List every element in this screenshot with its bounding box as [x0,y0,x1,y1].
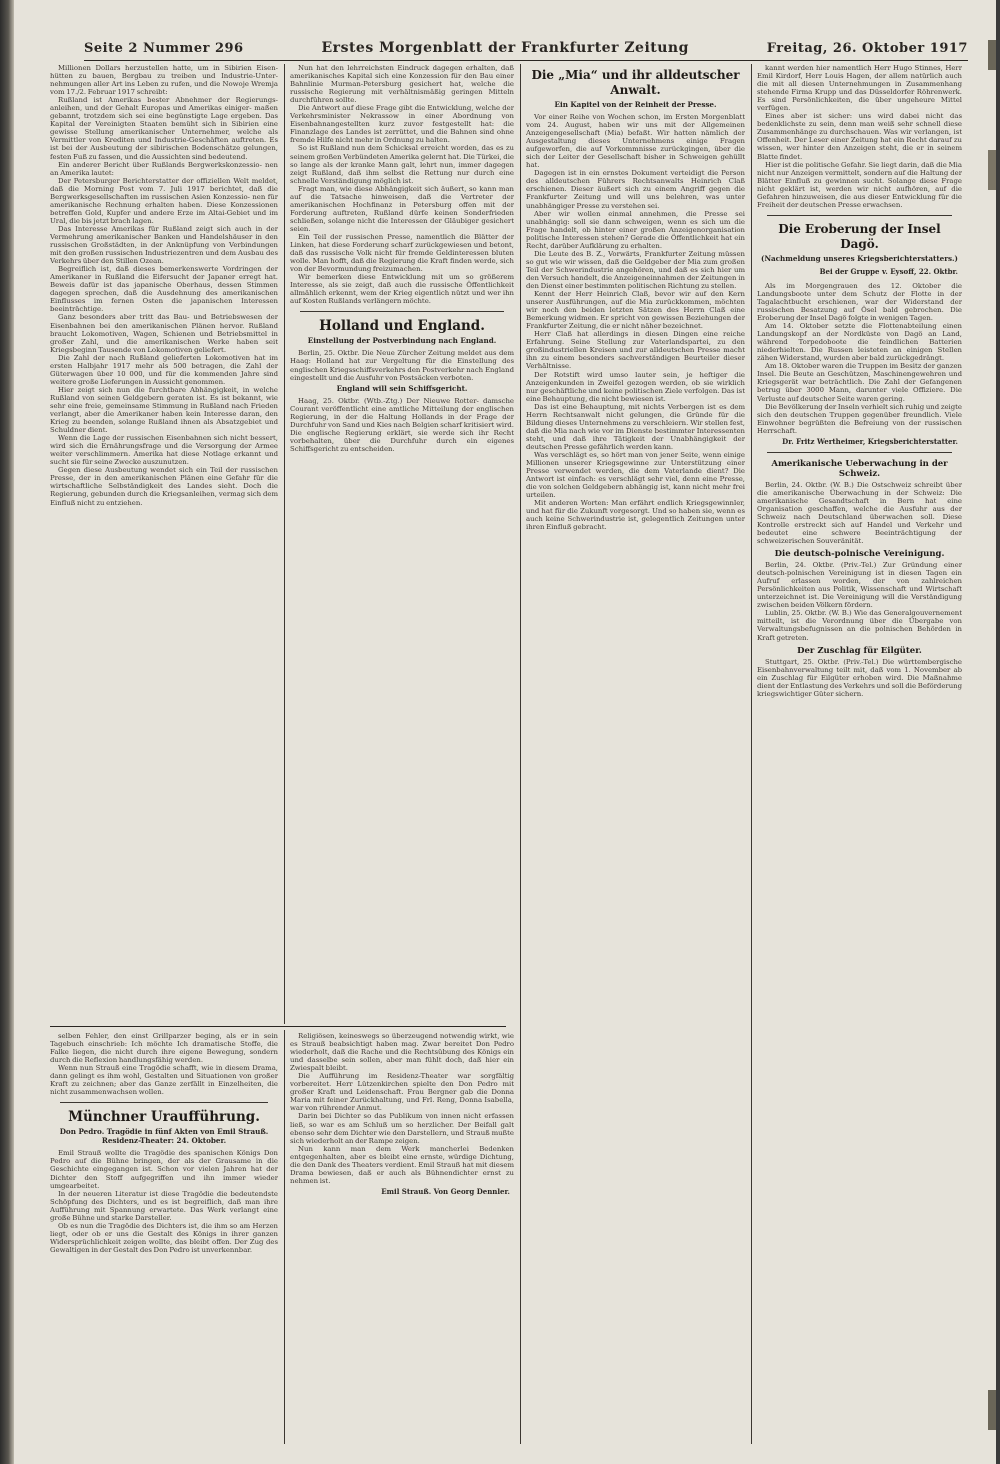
article-paragraph: Begreiflich ist, daß dieses bemerkenswerte Vordringen der Amerikaner in Rußland die Eifersucht der Japaner erregt hat. Beweis dafür ist das japanische Oberhaus, dessen Stimmen dagegen sprechen, daß die Ausdehnung des amerikanischen Einflusses im fernen Osten die japanischen Interessen beeinträchtige. [50,265,278,314]
article-paragraph: Der Rotstift wird umso lauter sein, je heftiger die Anzeigenkunden in Zweifel gezogen werden, ob sie wirklich nur geschäftliche und keine politischen Ziele verfolgen. Das ist eine Behauptung, die nicht bewiesen ist. [526,370,745,403]
feuilleton-rule [50,1026,506,1027]
article-paragraph: Rußland ist Amerikas bester Abnehmer der Regierungs- anleihen, und der Gehalt Europas und Amerikas einiger- maßen gebannt, trotzdem sich sei eine begünstigte Lage ergeben. Das Kapital der Vereinigten Staaten bemüht sich in Sibirien eine gewisse Stellung amerikanischer Unternehmer, welche als Vermittler von Krediten und Industrie-Geschäften auftreten. Es ist bei der Ausbeutung der sibirischen Bodenschätze gelungen, festen Fuß zu fassen, und die Aussichten sind bedeutend. [50,96,278,161]
article-paragraph: Wenn nun Strauß eine Tragödie schafft, wie in diesem Drama, dann gelingt es ihm wohl, Gestalten und Situationen von großer Kraft zu zeichnen; aber das Ganze zerfällt in Einzelheiten, die nicht zusammenwachsen wollen. [50,1064,278,1097]
page-edge-tab [988,1390,996,1430]
article-paragraph: So ist Rußland nun dem Schicksal erreicht worden, das es zu seinem großen Verbündeten Amerika gelernt hat. Die Türkei, die so lange als der kranke Mann galt, lehrt nun, immer dagegen zeigt Rußland, daß ihm selbst die Rettung nur durch eine schnelle Verständigung möglich ist. [290,144,514,185]
article-paragraph: Hier zeigt sich nun die furchtbare Abhängigkeit, in welche Rußland von seinen Geldgebern geraten ist. Es ist bekannt, wie sehr eine freie, gemeinsame Stimmung in Rußland nach Frieden verlangt, aber die Amerikaner haben kein Interesse daran, den Krieg zu beenden, solange Rußland ihnen als Absatzgebiet und Schuldner dient. [50,385,278,435]
page-header [84,40,968,60]
article-paragraph: Vor einer Reihe von Wochen schon, im Ersten Morgenblatt vom 24. August, haben wir uns mit der Allgemeinen Anzeigengesellschaft (Mia) befaßt. Wir hatten nämlich der Ausgestaltung dieses Unternehmens einige Fragen aufgeworfen, die auf Vorkommnisse zurückgingen, über die sich der Leiter der Gesellschaft bisher in Schweigen gehüllt hat. [526,113,745,170]
article-paragraph: Am 14. Oktober setzte die Flottenabteilung einen Landungskopf an der Nordküste von Dagö an Land, während Torpedoboote die feindlichen Batterien niederhielten. Die Russen leisteten an einigen Stellen zähen Widerstand, wurden aber bald zurückgedrängt. [757,322,962,363]
headline-mia: Die „Mia“ und ihr alldeutscher Anwalt. [531,68,740,97]
header-masthead: Erstes Morgenblatt der Frankfurter Zeitung [321,40,689,56]
feuilleton-column-2 [290,1032,514,1444]
article-paragraph: Eines aber ist sicher: uns wird dabei nicht das bedenklichste zu sein, denn man weiß sehr schnell diese Zusammenhänge zu durchschauen. Was wir verlangen, ist Offenheit. Der Leser einer Zeitung hat ein Recht darauf zu wissen, wer hinter den Anzeigen steht, die er in seinem Blatte findet. [757,112,962,161]
page-edge-tab [988,40,996,70]
article-paragraph: Berlin, 25. Oktbr. Die Neue Zürcher Zeitung meldet aus dem Haag: Holland hat zur Vergeltung für die Einstellung des englischen Kriegsschiffsverkehrs den Postverkehr nach England eingestellt und die Ausfuhr von Postsäcken verboten. [290,349,514,382]
headline-dagoe: Die Eroberung der Insel Dagö. [778,221,941,251]
article-paragraph: Die Bevölkerung der Inseln verhielt sich ruhig und zeigte sich den deutschen Truppen gegenüber freundlich. Viele Einwohner begrüßten die Befreiung von der russischen Herrschaft. [757,402,962,435]
byline-feuilleton: Emil Strauß. Von Georg Dennler. [381,1186,510,1196]
page-edge-tab [988,150,996,190]
column-4 [757,64,962,1444]
article-paragraph: Ganz besonders aber tritt das Bau- und Betriebswesen der Eisenbahnen bei den amerikanischen Plänen hervor. Rußland braucht Lokomotiven, Wagen, Schienen und Betriebsmittel in großer Zahl, und die amerikanischen Werke haben seit Kriegsbeginn Tausende von Lokomotiven geliefert. [50,313,278,354]
column-3 [526,64,745,1444]
article-paragraph: Der Petersburger Berichterstatter der offiziellen Welt meldet, daß die Morning Post vom 7. Juli 1917 berichtet, daß die Bergwerksgesellschaften im russischen Asien Konzessio- nen für amerikanische Rechnung erhalten haben. Diese Konzessionen betreffen Gold, Kupfer und andere Erze im Altai-Gebiet und im Ural, die bis jetzt brach lagen. [50,176,278,225]
article-paragraph: Das ist eine Behauptung, mit nichts Verbergen ist es dem Herrn Rechtsanwalt nicht gelungen, die Gründe für die Bildung dieses Unternehmens zu verschleiern. Wir stellen fest, daß die Mia nach wie vor im Dienste bestimmter Interessenten steht, und daß ihre Tätigkeit der Unabhängigkeit der deutschen Presse gefährlich werden kann. [526,402,745,451]
article-paragraph: Nun kann man dem Werk mancherlei Bedenken entgegenhalten, aber es bleibt eine ernste, würdige Dichtung, die den Dank des Theaters verdient. Emil Strauß hat mit diesem Drama bewiesen, daß er auch als Bühnendichter ernst zu nehmen ist. [290,1144,514,1185]
subhead-postverbindung: Einstellung der Postverbindung nach England. [307,336,497,346]
article-paragraph: Wir bemerken diese Entwicklung mit um so größerem Interesse, als sie zeigt, daß auch die russische Öffentlichkeit allmählich erkennt, wem der Krieg eigentlich nützt und wer ihn auf Kosten Rußlands verlängern möchte. [290,273,514,306]
section-separator [60,1102,268,1103]
column-rule-2 [520,64,521,1444]
article-paragraph: selben Fehler, den einst Grillparzer beging, als er in sein Tagebuch einschrieb: Ich möchte Ich dramatische Stoffe, die Falke liegen, die nicht durch ihre eigene Bewegung, sondern durch die Reflexion handlungsfähig werden. [50,1032,278,1065]
article-paragraph: Aber wir wollen einmal annehmen, die Presse sei unabhängig: soll sie dann schweigen, wenn es sich um die Frage handelt, ob hinter einer großen Anzeigenorganisation politische Interessen stehen? Gerade die Öffentlichkeit hat ein Recht, darüber Aufklärung zu erhalten. [526,209,745,250]
article-paragraph: kannt werden hier namentlich Herr Hugo Stinnes, Herr Emil Kirdorf, Herr Louis Hagen, der allem natürlich auch die mit all diesen Unternehmungen in Zusammenhang stehende Firma Krupp und das Düsseldorfer Röhrenwerk. Es sind Persönlichkeiten, die über ungeheure Mittel verfügen. [757,64,962,113]
byline-wertheimer: Dr. Fritz Wertheimer, Kriegsberichterstatter. [782,436,958,446]
subhead-don-pedro: Don Pedro. Tragödie in fünf Akten von Emil Strauß. Residenz-Theater: 24. Oktober. [59,1127,269,1146]
article-paragraph: Gegen diese Ausbeutung wendet sich ein Teil der russischen Presse, der in den amerikanischen Plänen eine Gefahr für die wirtschaftliche Selbständigkeit des Landes sieht. Doch die Regierung, gebunden durch die Kriegsanleihen, vermag sich dem Einfluß nicht zu entziehen. [50,466,278,507]
article-paragraph: Emil Strauß wollte die Tragödie des spanischen Königs Don Pedro auf die Bühne bringen, der als der Grausame in die Geschichte eingegangen ist. Schon vor vielen Jahren hat der Dichter den Stoff aufgegriffen und ihn immer wieder umgearbeitet. [50,1149,278,1190]
newspaper-page [14,0,996,1464]
column-rule-feuilleton [284,1030,285,1444]
article-paragraph: Ein Teil der russischen Presse, namentlich die Blätter der Linken, hat diese Forderung scharf zurückgewiesen und betont, daß das russische Volk nicht für fremde Geldinteressen bluten wolle. Man hofft, daß die Regierung die Kraft finden werde, sich von der Bevormundung freizumachen. [290,232,514,274]
article-paragraph: Religiösen, keineswegs so überzeugend notwendig wirkt, wie es Strauß beabsichtigt haben mag. Zwar bereitet Don Pedro wiederholt, daß die Rache und die Rechtsübung des Königs ein und dasselbe sein sollen, aber man fühlt doch, daß hier ein Zwiespalt bleibt. [290,1032,514,1073]
article-paragraph: Herr Claß hat allerdings in diesen Dingen eine reiche Erfahrung. Seine Stellung zur Vaterlandspartei, zu den großindustriellen Kreisen und zur alldeutschen Presse macht ihn zu einem besonders sachverständigen Beurteiler dieser Verhältnisse. [526,330,745,371]
section-separator [300,311,504,312]
article-paragraph: Als im Morgengrauen des 12. Oktober die Landungsboote unter dem Schutz der Flotte in der Tagalachtbucht erschienen, war der Widerstand der russischen Besatzung auf Ösel bald gebrochen. Die Eroberung der Insel Dagö folgte in wenigen Tagen. [757,281,962,323]
column-rule-3 [751,64,752,1444]
section-separator [767,215,952,216]
article-paragraph: Was verschlägt es, so hört man von jener Seite, wenn einige Millionen unserer Kriegsgewinne zur Unterstützung einer Presse verwendet werden, die dem Vaterlande dient? Die Antwort ist einfach: es verschlägt sehr viel, denn eine Presse, die von solchen Geldgebern abhängig ist, kann nicht mehr frei urteilen. [526,450,745,500]
article-paragraph: Millionen Dollars herzustellen hatte, um in Sibirien Eisen- hütten zu bauen, Bergbau zu treiben und Industrie-Unter- nehmungen aller Art ins Leben zu rufen, und die Nowoje Wremja vom 17./2. Februar 1917 schreibt: [50,64,278,97]
article-paragraph: Hier ist die politische Gefahr. Sie liegt darin, daß die Mia nicht nur Anzeigen vermittelt, sondern auf die Haltung der Blätter Einfluß zu gewinnen sucht. Solange diese Frage nicht geklärt ist, werden wir nicht aufhören, auf die Gefahren hinzuweisen, die aus dieser Entwicklung für die Freiheit der deutschen Presse erwachsen. [757,160,962,209]
header-page-number: Seite 2 Nummer 296 [84,41,244,56]
article-paragraph: Darin bei Dichter so das Publikum von innen nicht erfassen ließ, so war es am Schluß um so herzlicher. Der Beifall galt ebenso sehr dem Dichter wie den Darstellern, und Strauß mußte sich wiederholt an der Rampe zeigen. [290,1112,514,1145]
article-paragraph: Dagegen ist in ein ernstes Dokument verteidigt die Person des alldeutschen Führers Rechtsanwalts Heinrich Claß erschienen. Dieser äußert sich zu einem Angriff gegen die Frankfurter Zeitung und will uns belehren, was unter unabhängiger Presse zu verstehen sei. [526,169,745,210]
section-separator [767,452,952,453]
header-rule [84,60,968,61]
headline-holland-england: Holland und England. [319,318,485,335]
article-paragraph: Die Antwort auf diese Frage gibt die Entwicklung, welche der Verkehrsminister Nekrassow in einer Abordnung von Eisenbahnangestellten kurz zuvor festgestellt hat: die Finanzlage des Landes ist zerrüttet, und die Bahnen sind ohne fremde Hilfe nicht mehr in Ordnung zu halten. [290,104,514,145]
article-paragraph: Das Interesse Amerikas für Rußland zeigt sich auch in der Vermehrung amerikanischer Banken und Handelshäuser in den russischen Großstädten, in der Anknüpfung von Verbindungen mit den großen russischen Industriezentren und dem Ausbau des Verkehrs über den Stillen Ozean. [50,224,278,266]
page-edge-shadow [0,0,14,1464]
article-paragraph: Nun hat den lehrreichsten Eindruck dagegen erhalten, daß amerikanisches Kapital sich eine Konzession für den Bau einer Bahnlinie Murman-Petersburg gesichert hat, welche die russische Regierung mit verhältnismäßig geringen Mitteln durchführen sollte. [290,64,514,105]
article-paragraph: Haag, 25. Oktbr. (Wtb.-Ztg.) Der Nieuwe Rotter- damsche Courant veröffentlicht eine amtliche Mitteilung der englischen Regierung, in der die Haltung Hollands in der Frage der Durchfuhr von Sand und Kies nach Belgien scharf kritisiert wird. Die englische Regierung erklärt, sie werde sich ihr Recht vorbehalten, über die Durchfuhr durch ein eigenes Schiffsgericht zu entscheiden. [290,396,514,453]
feuilleton-column-1 [50,1032,278,1444]
article-paragraph: Am 18. Oktober waren die Truppen im Besitz der ganzen Insel. Die Beute an Geschützen, Maschinengewehren und Kriegsgerät war beträchtlich. Die Zahl der Gefangenen betrug über 3000 Mann, darunter viele Offiziere. Die Verluste auf deutscher Seite waren gering. [757,362,962,403]
article-paragraph: Kennt der Herr Heinrich Claß, bevor wir auf den Kern unserer Ausführungen, auf die Mia zurückkommen, möchten wir noch den beiden letzten Sätzen des Herrn Claß eine Bemerkung widmen. Er spricht von gewissen Beziehungen der Frankfurter Zeitung, die er nicht näher bezeichnet. [526,290,745,331]
subhead-mia: Ein Kapitel von der Reinheit der Presse. [554,100,717,109]
headline-polnisch: Die deutsch-polnische Vereinigung. [774,549,945,560]
article-paragraph: Die Aufführung im Residenz-Theater war sorgfältig vorbereitet. Herr Lützenkirchen spielte den Don Pedro mit großer Kraft und Leidenschaft. Frau Bergner gab die Donna Maria mit feiner Zurückhaltung, und Frl. Reng, Donna Isabella, war von rührender Anmut. [290,1072,514,1113]
dateline-dagoe: Bei der Gruppe v. Eysoff, 22. Oktbr. [819,266,958,276]
article-paragraph: In der neueren Literatur ist diese Tragödie die bedeutendste Schöpfung des Dichters, und es ist begreiflich, daß man ihre Aufführung mit Spannung erwartete. Das Werk verlangt eine große Bühne und starke Darsteller. [50,1189,278,1222]
headline-uraufführung: Münchner Uraufführung. [68,1109,260,1126]
column-2 [290,64,514,1024]
header-date: Freitag, 26. Oktober 1917 [766,41,968,56]
article-paragraph: Berlin, 24. Oktbr. (Priv.-Tel.) Zur Gründung einer deutsch-polnischen Vereinigung ist in diesen Tagen ein Aufruf erlassen worden, der von zahlreichen Persönlichkeiten aus Politik, Wissenschaft und Wirtschaft unterzeichnet ist. Die Vereinigung will die Verständigung zwischen beiden Völkern fördern. [757,561,962,610]
subhead-schiffsgericht: England will sein Schiffsgericht. [336,383,468,393]
article-paragraph: Fragt man, wie diese Abhängigkeit sich äußert, so kann man auf die Tatsache hinweisen, daß die Vertreter der amerikanischen Hochfinanz in Petersburg offen mit der Forderung auftreten, Rußland dürfe keinen Sonderfrieden schließen, solange nicht die Interessen der Gläubiger gesichert seien. [290,184,514,233]
article-paragraph: Ob es nun die Tragödie des Dichters ist, die ihm so am Herzen liegt, oder ob er uns die Gestalt des Königs in ihrer ganzen Widersprüchlichkeit zeigen wollte, das bleibt offen. Der Zug des Gewaltigen in der Gestalt des Don Pedro ist unverkennbar. [50,1221,278,1254]
article-paragraph: Ein anderer Bericht über Rußlands Bergwerkskonzessio- nen an Amerika lautet: [50,160,278,177]
column-rule-1 [284,64,285,1024]
article-paragraph: Berlin, 24. Oktbr. (W. B.) Die Ostschweiz schreibt über die amerikanische Überwachung in der Schweiz: Die amerikanische Gesandtschaft in Bern hat eine Organisation geschaffen, welche die Ausfuhr aus der Schweiz nach Deutschland überwachen soll. Diese Kontrolle erstreckt sich auf Handel und Verkehr und bedeutet eine schwere Beeinträchtigung der schweizerischen Souveränität. [757,480,962,546]
subhead-dagoe: (Nachmeldung unseres Kriegsberichterstatters.) [761,253,958,263]
article-paragraph: Wenn die Lage der russischen Eisenbahnen sich nicht bessert, wird sich die Ernährungsfrage und die Versorgung der Armee weiter verschlimmern. Amerika hat diese Notlage erkannt und sucht sie für seine Zwecke auszunutzen. [50,434,278,467]
article-paragraph: Mit anderen Worten: Man erfährt endlich Kriegsgewinnler, und hat für die Zukunft vorgesorgt. Und so haben sie, wenn es auch keine Schwerindustrie ist, gelegentlich Zeitungen unter ihren Einfluß gebracht. [526,499,745,532]
article-paragraph: Stuttgart, 25. Oktbr. (Priv.-Tel.) Die württembergische Eisenbahnverwaltung teilt mit, daß vom 1. November ab ein Zuschlag für Eilgüter erhoben wird. Die Maßnahme dient der Entlastung des Verkehrs und soll die Beförderung kriegswichtiger Güter sichern. [757,657,962,698]
column-1 [50,64,278,1024]
article-paragraph: Lublin, 25. Oktbr. (W. B.) Wie das Generalgouvernement mitteilt, ist die Verordnung über die Übergabe von Verwaltungsbefugnissen an die polnischen Behörden in Kraft getreten. [757,609,962,642]
article-paragraph: Die Leute des B. Z., Vorwärts, Frankfurter Zeitung müssen so gut wie wir wissen, daß die Geldgeber der Mia zum großen Teil der Schwerindustrie angehören, und daß es sich hier um den Versuch handelt, die Anzeigeneinnahmen der Zeitungen in den Dienst einer bestimmten politischen Richtung zu stellen. [526,249,745,290]
article-paragraph: Die Zahl der nach Rußland gelieferten Lokomotiven hat im ersten Halbjahr 1917 mehr als 500 betragen, die Zahl der Güterwagen über 10 000, und für die kommenden Jahre sind weitere große Lieferungen in Aussicht genommen. [50,353,278,386]
headline-eilgueter: Der Zuschlag für Eilgüter. [797,645,922,656]
headline-schweiz: Amerikanische Ueberwachung in der Schweiz. [771,458,948,479]
